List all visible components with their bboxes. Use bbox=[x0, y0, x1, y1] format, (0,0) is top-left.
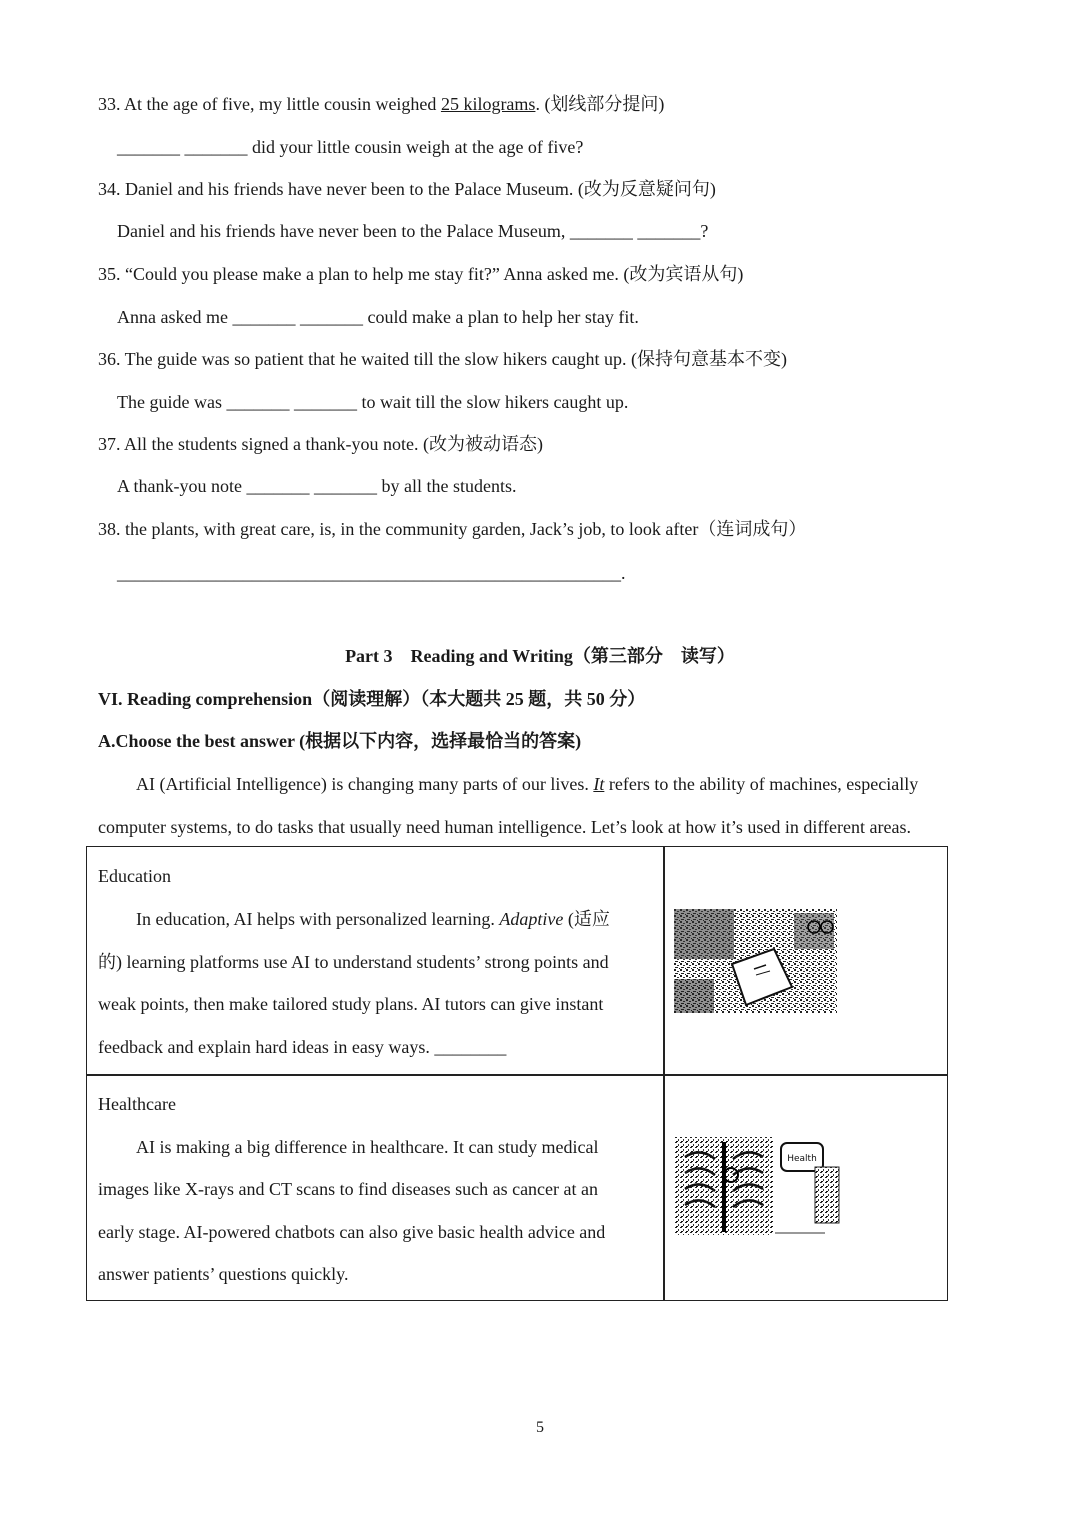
education-heading: Education bbox=[98, 866, 171, 886]
q37-prompt: 37. All the students signed a thank-you note. (改为被动语态) bbox=[98, 434, 543, 454]
page-number: 5 bbox=[536, 1419, 544, 1436]
q35-answer-line: Anna asked me _______ _______ could make a plan to help her stay fit. bbox=[117, 307, 639, 327]
health-bubble-label: Health bbox=[787, 1154, 817, 1164]
adaptive-term: Adaptive bbox=[499, 909, 564, 929]
healthcare-line-1: AI is making a big difference in healthcare. It can study medical bbox=[136, 1137, 599, 1157]
healthcare-line-4: answer patients’ questions quickly. bbox=[98, 1264, 349, 1284]
q34-prompt: 34. Daniel and his friends have never been to the Palace Museum. (改为反意疑问句) bbox=[98, 179, 716, 199]
intro-it-underlined: It bbox=[593, 774, 605, 794]
q33-text: 33. At the age of five, my little cousin weighed bbox=[98, 94, 441, 114]
table-row-divider bbox=[87, 1074, 947, 1076]
q33-instruction: . (划线部分提问) bbox=[535, 94, 665, 114]
education-line-1: In education, AI helps with personalized learning. Adaptive (适应 bbox=[136, 909, 610, 929]
q33-prompt bbox=[98, 92, 664, 116]
q35-prompt: 35. “Could you please make a plan to help me stay fit?” Anna asked me. (改为宾语从句) bbox=[98, 264, 744, 284]
q38-answer-line: ________________________________________________________. bbox=[117, 563, 626, 583]
classroom-photo-icon bbox=[674, 909, 837, 1013]
xray-chatbot-photo-icon bbox=[675, 1137, 843, 1237]
intro-line-1: AI (Artificial Intelligence) is changing many parts of our lives. It refers to the ability of machines, especially bbox=[136, 774, 919, 794]
education-line-4: feedback and explain hard ideas in easy ways. ________ bbox=[98, 1037, 507, 1057]
sectionA-title: A.Choose the best answer (根据以下内容，选择最恰当的答案) bbox=[98, 731, 582, 751]
section6-title: VI. Reading comprehension（阅读理解）（本大题共 25 题，共 50 分） bbox=[98, 689, 646, 709]
q37-answer-line: A thank-you note _______ _______ by all the students. bbox=[117, 476, 517, 496]
healthcare-heading: Healthcare bbox=[98, 1094, 176, 1114]
healthcare-line-2: images like X-rays and CT scans to find diseases such as cancer at an bbox=[98, 1179, 599, 1199]
intro-line-2: computer systems, to do tasks that usually need human intelligence. Let’s look at how it’s used in different areas. bbox=[98, 817, 911, 837]
ai-areas-table bbox=[86, 846, 948, 1301]
q36-prompt: 36. The guide was so patient that he waited till the slow hikers caught up. (保持句意基本不变) bbox=[98, 349, 788, 369]
q33-answer-line: _______ _______ did your little cousin weigh at the age of five? bbox=[117, 137, 584, 157]
education-line-3: weak points, then make tailored study plans. AI tutors can give instant bbox=[98, 994, 604, 1014]
q38-prompt: 38. the plants, with great care, is, in the community garden, Jack’s job, to look after（连词成句） bbox=[98, 519, 807, 539]
part3-title: Part 3 Reading and Writing（第三部分 读写） bbox=[345, 646, 735, 666]
q36-answer-line: The guide was _______ _______ to wait till the slow hikers caught up. bbox=[117, 392, 629, 412]
q33-underlined-part: 25 kilograms bbox=[440, 94, 536, 114]
q34-answer-line: Daniel and his friends have never been to the Palace Museum, _______ _______? bbox=[117, 221, 709, 241]
healthcare-line-3: early stage. AI-powered chatbots can also give basic health advice and bbox=[98, 1222, 606, 1242]
education-line-2: 的) learning platforms use AI to understand students’ strong points and bbox=[98, 952, 609, 972]
